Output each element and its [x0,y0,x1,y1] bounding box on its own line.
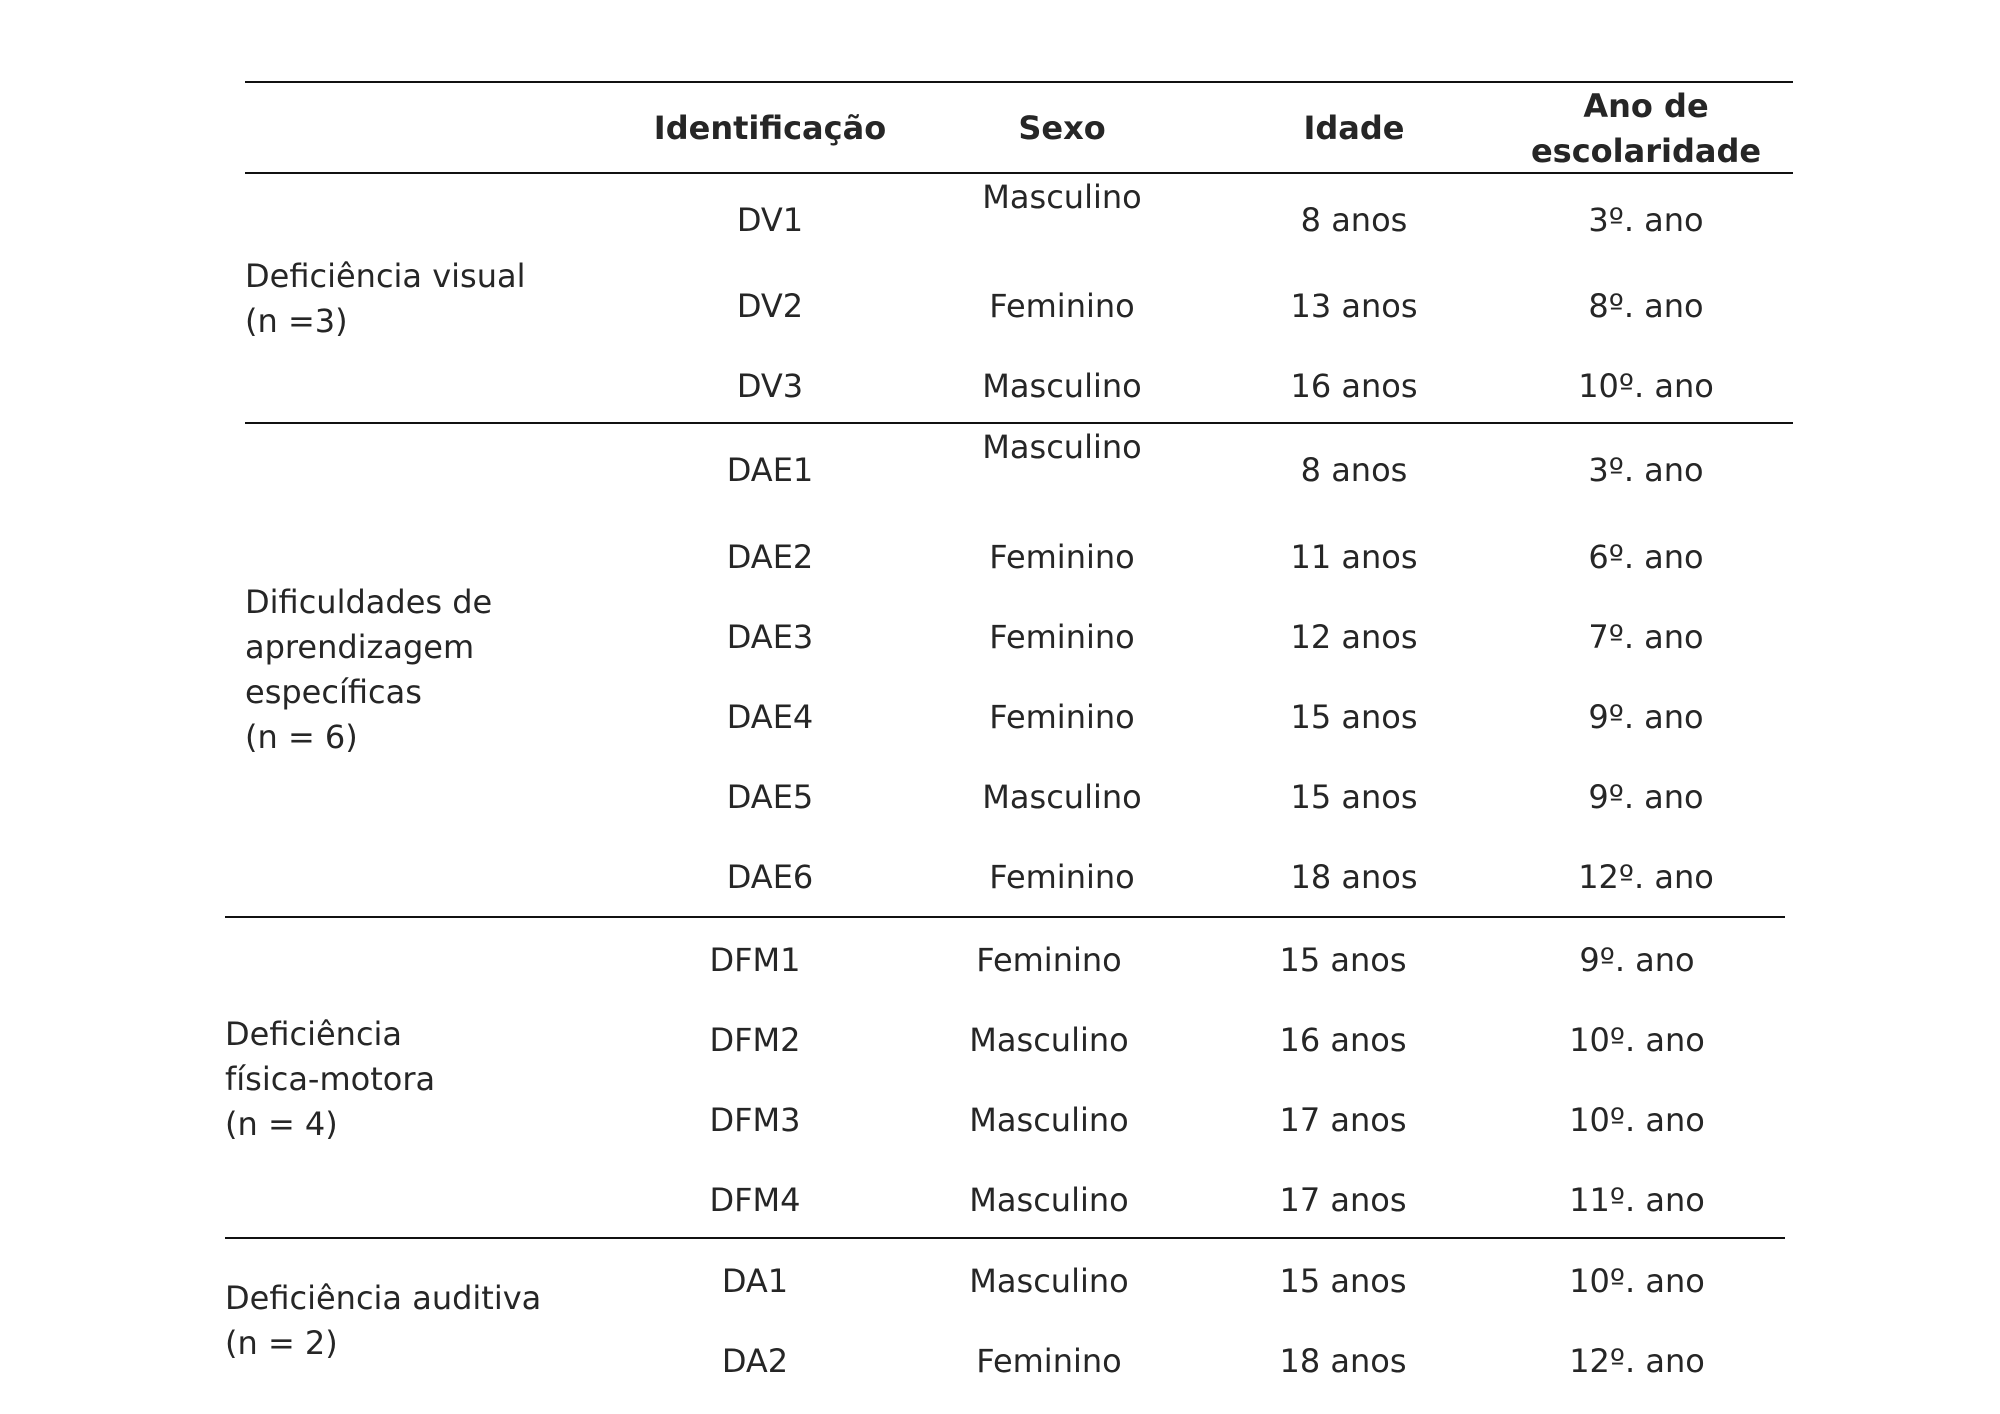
header-ano-line2: escolaridade [1530,132,1762,170]
header-ano-line1: Ano de [1583,87,1709,125]
cell-idade: 18 anos [1290,858,1418,896]
cell-sexo: Feminino [976,941,1122,979]
cell-id: DFM3 [709,1101,801,1139]
cell-sexo: Feminino [989,858,1135,896]
cell-ano: 9º. ano [1579,941,1695,979]
cell-sexo: Masculino [982,428,1142,466]
group-label-deficiencia-auditiva: Deficiência auditiva (n = 2) [225,1279,542,1362]
header-idade: Idade [1303,109,1405,147]
cell-ano: 12º. ano [1578,858,1714,896]
cell-id: DV1 [736,201,804,239]
cell-sexo: Masculino [969,1262,1129,1300]
cell-ano: 10º. ano [1578,367,1714,405]
cell-idade: 13 anos [1290,287,1418,325]
cell-id: DAE2 [726,538,814,576]
cell-idade: 17 anos [1279,1181,1407,1219]
cell-ano: 6º. ano [1588,538,1704,576]
cell-idade: 11 anos [1290,538,1418,576]
cell-idade: 15 anos [1279,941,1407,979]
cell-ano: 10º. ano [1569,1101,1705,1139]
cell-ano: 9º. ano [1588,778,1704,816]
cell-idade: 12 anos [1290,618,1418,656]
cell-id: DAE4 [726,698,814,736]
cell-id: DV3 [736,367,804,405]
group-separator-rule [225,1237,1785,1239]
cell-ano: 12º. ano [1569,1342,1705,1380]
cell-ano: 9º. ano [1588,698,1704,736]
cell-id: DV2 [736,287,804,325]
header-sexo: Sexo [1018,109,1106,147]
cell-id: DAE3 [726,618,814,656]
table-top-rule [245,81,1793,83]
cell-idade: 15 anos [1290,698,1418,736]
cell-idade: 16 anos [1279,1021,1407,1059]
cell-id: DA1 [721,1262,789,1300]
group-label-deficiencia-fisica-motora: Deficiência física-motora (n = 4) [225,1015,436,1143]
cell-id: DFM2 [709,1021,801,1059]
cell-id: DAE5 [726,778,814,816]
cell-sexo: Feminino [989,618,1135,656]
cell-id: DA2 [721,1342,789,1380]
cell-ano: 7º. ano [1588,618,1704,656]
cell-ano: 3º. ano [1588,451,1704,489]
cell-idade: 15 anos [1279,1262,1407,1300]
cell-ano: 3º. ano [1588,201,1704,239]
header-identificacao: Identificação [653,109,887,147]
cell-id: DFM1 [709,941,801,979]
cell-idade: 15 anos [1290,778,1418,816]
cell-sexo: Masculino [982,367,1142,405]
cell-id: DAE6 [726,858,814,896]
cell-idade: 16 anos [1290,367,1418,405]
cell-idade: 8 anos [1300,201,1408,239]
cell-id: DAE1 [726,451,814,489]
group-separator-rule [245,422,1793,424]
cell-idade: 17 anos [1279,1101,1407,1139]
cell-sexo: Masculino [969,1021,1129,1059]
cell-idade: 18 anos [1279,1342,1407,1380]
cell-ano: 11º. ano [1569,1181,1705,1219]
cell-ano: 8º. ano [1588,287,1704,325]
group-label-dificuldades-aprendizagem: Dificuldades de aprendizagem específicas (n = 6) [245,583,493,756]
cell-sexo: Masculino [982,778,1142,816]
cell-idade: 8 anos [1300,451,1408,489]
cell-sexo: Masculino [969,1101,1129,1139]
cell-ano: 10º. ano [1569,1021,1705,1059]
cell-sexo: Feminino [989,698,1135,736]
cell-sexo: Feminino [989,538,1135,576]
cell-sexo: Feminino [976,1342,1122,1380]
cell-ano: 10º. ano [1569,1262,1705,1300]
cell-id: DFM4 [709,1181,801,1219]
group-label-deficiencia-visual: Deficiência visual (n =3) [245,257,526,340]
cell-sexo: Masculino [982,178,1142,216]
cell-sexo: Masculino [969,1181,1129,1219]
group-separator-rule [225,916,1785,918]
cell-sexo: Feminino [989,287,1135,325]
